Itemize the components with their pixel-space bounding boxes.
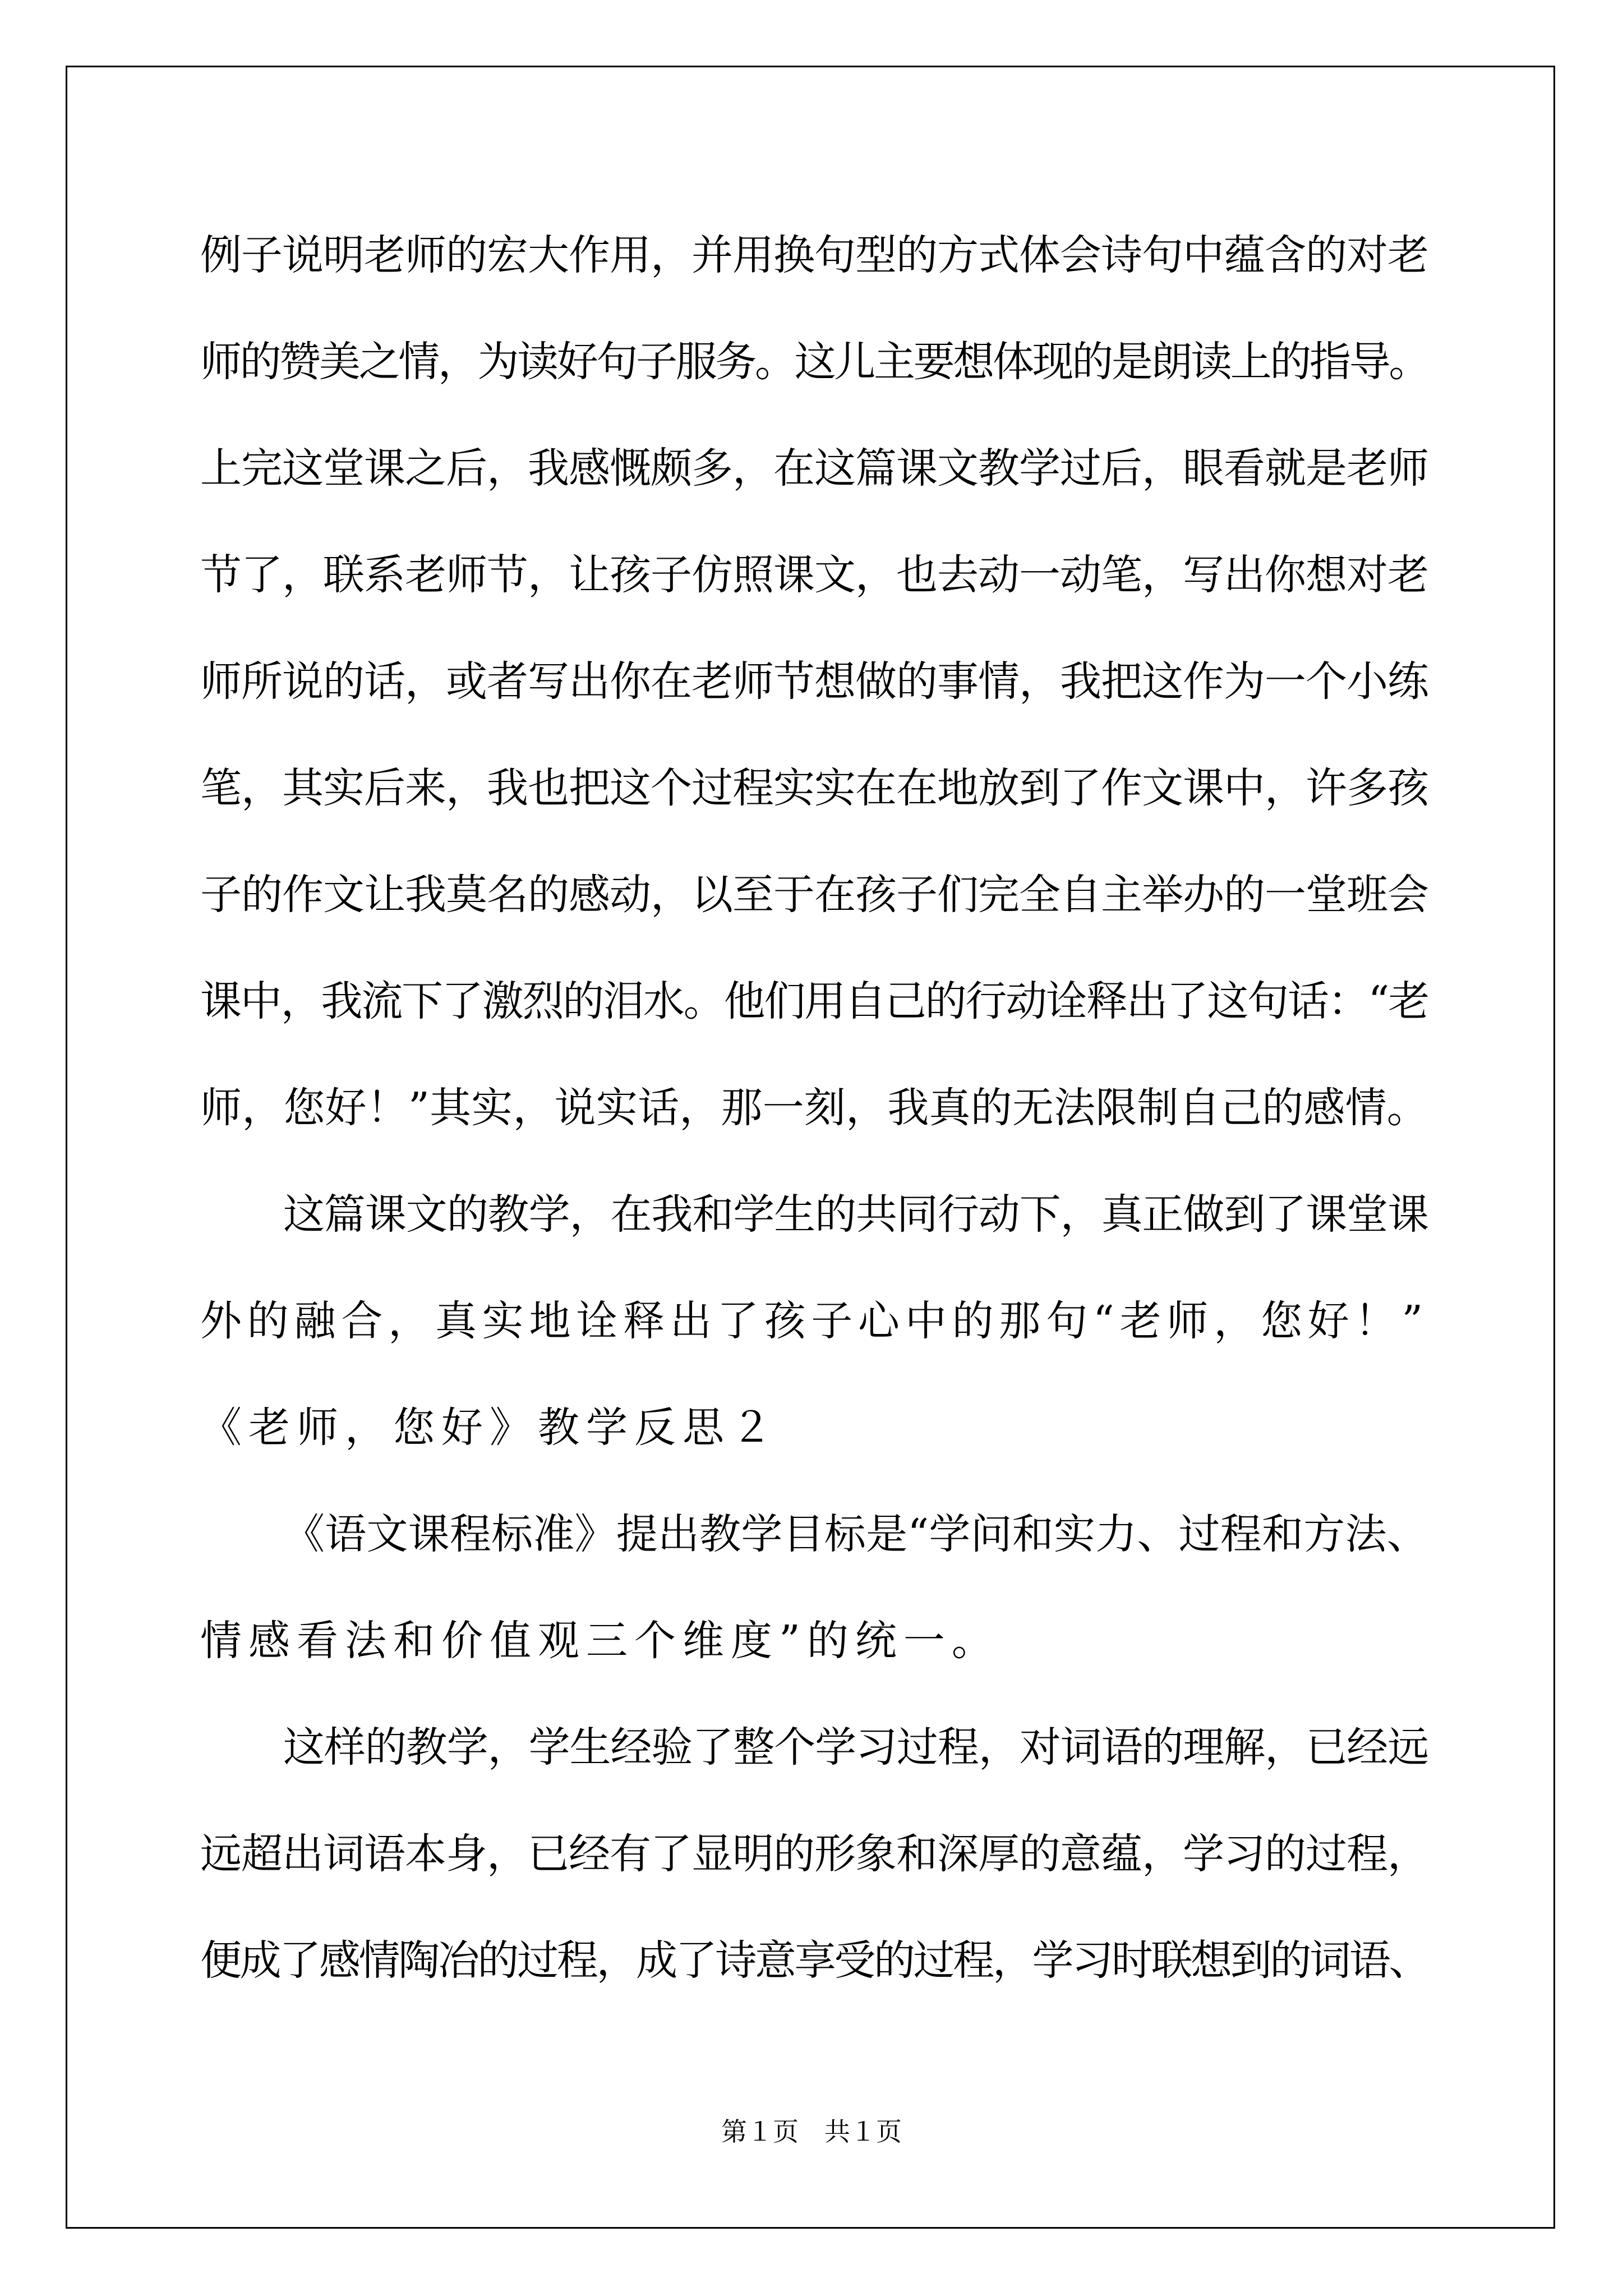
document-body — [200, 202, 1428, 2014]
text-line: 《老师，您好》教学反思２ — [200, 1404, 779, 1452]
text-line: 师所说的话，或者写出你在老师节想做的事情，我把这作为一个小练 — [200, 657, 1428, 706]
text-line: 上完这堂课之后，我感慨颇多，在这篇课文教学过后，眼看就是老师 — [200, 444, 1428, 493]
text-line: 子的作文让我莫名的感动，以至于在孩子们完全自主举办的一堂班会 — [200, 871, 1428, 919]
text-line: 远超出词语本身，已经有了显明的形象和深厚的意蕴，学习的过程， — [200, 1830, 1428, 1878]
text-line: 节了，联系老师节，让孩子仿照课文，也去动一动笔，写出你想对老 — [200, 551, 1428, 599]
text-line: 这样的教学，学生经验了整个学习过程，对词语的理解，已经远 — [283, 1723, 1428, 1772]
text-line: 外的融合，真实地诠释出了孩子心中的那句“老师，您好！” — [200, 1297, 1428, 1345]
text-line: 例子说明老师的宏大作用，并用换句型的方式体会诗句中蕴含的对老 — [200, 231, 1428, 279]
text-line: 便成了感情陶冶的过程，成了诗意享受的过程，学习时联想到的词语、 — [200, 1936, 1428, 1985]
text-line: 师的赞美之情，为读好句子服务。这儿主要想体现的是朗读上的指导。 — [200, 338, 1428, 386]
text-line: 课中，我流下了激烈的泪水。他们用自己的行动诠释出了这句话：“老 — [200, 977, 1428, 1025]
text-line: 情感看法和价值观三个维度”的统一。 — [200, 1617, 1000, 1665]
text-line: 这篇课文的教学，在我和学生的共同行动下，真正做到了课堂课 — [283, 1190, 1428, 1239]
text-line: 笔，其实后来，我也把这个过程实实在在地放到了作文课中，许多孩 — [200, 764, 1428, 812]
text-line: 师，您好！”其实，说实话，那一刻，我真的无法限制自己的感情。 — [200, 1084, 1428, 1132]
page-footer: 第１页 共１页 — [721, 2116, 902, 2147]
text-line: 《语文课程标准》提出教学目标是“学问和实力、过程和方法、 — [283, 1510, 1428, 1558]
